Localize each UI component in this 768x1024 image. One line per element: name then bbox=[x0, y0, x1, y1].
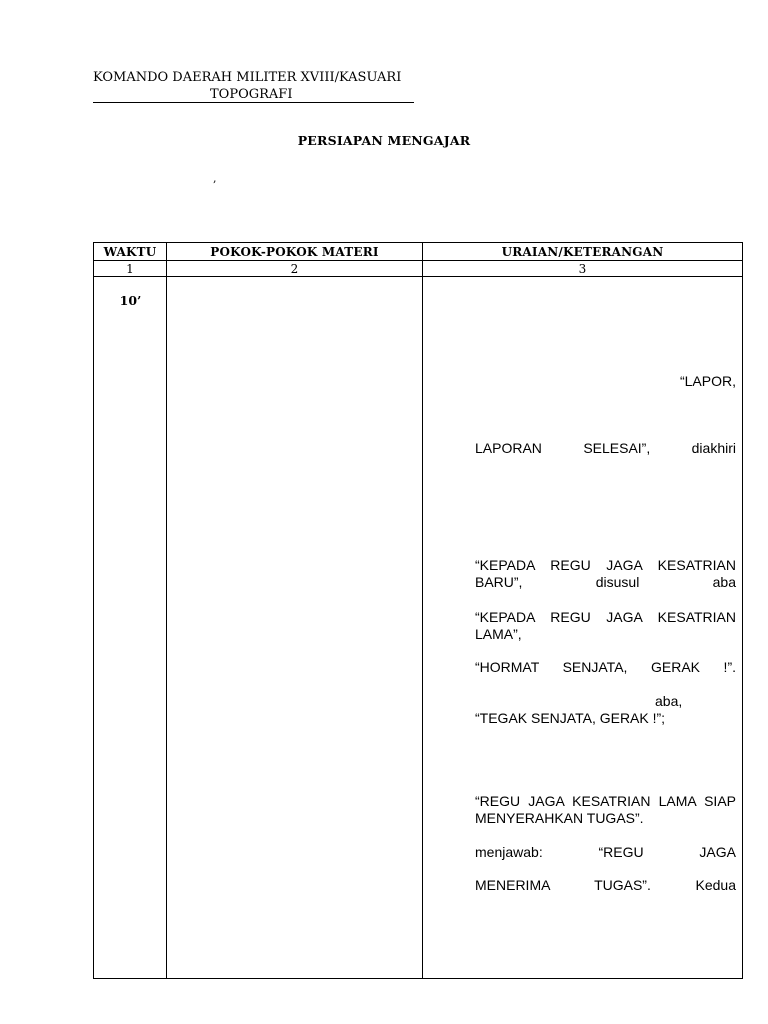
column-number-3: 3 bbox=[423, 261, 743, 277]
uraian-fragment: “REGU JAGA KESATRIAN LAMA SIAP MENYERAHKAN TUGAS”. bbox=[475, 793, 736, 826]
uraian-fragment: “HORMAT SENJATA, GERAK !”. bbox=[475, 659, 736, 675]
lesson-plan-table bbox=[93, 242, 743, 979]
pokok-materi-cell bbox=[167, 277, 423, 979]
stray-mark: , bbox=[213, 172, 217, 185]
column-header-pokok-materi: POKOK-POKOK MATERI bbox=[167, 243, 423, 261]
uraian-fragment: “LAPOR, bbox=[679, 373, 736, 389]
column-header-waktu: WAKTU bbox=[94, 243, 167, 261]
table-body-row bbox=[94, 277, 743, 979]
uraian-fragment: LAPORAN SELESAI”, diakhiri bbox=[475, 440, 736, 456]
header-underline bbox=[93, 102, 414, 103]
table-header-row bbox=[94, 243, 743, 261]
uraian-fragment: menjawab: “REGU JAGA bbox=[475, 844, 736, 860]
column-number-2: 2 bbox=[167, 261, 423, 277]
column-number-1: 1 bbox=[94, 261, 167, 277]
column-number-row bbox=[94, 261, 743, 277]
uraian-cell bbox=[423, 277, 743, 979]
organization-header: KOMANDO DAERAH MILITER XVIII/KASUARI bbox=[93, 70, 402, 85]
waktu-value: 10’ bbox=[119, 293, 142, 308]
uraian-fragment: “KEPADA REGU JAGA KESATRIAN LAMA”, bbox=[475, 609, 736, 642]
uraian-fragment: “KEPADA REGU JAGA KESATRIAN BARU”, disusul aba bbox=[475, 557, 736, 590]
column-header-uraian: URAIAN/KETERANGAN bbox=[423, 243, 743, 261]
document-title: PERSIAPAN MENGAJAR bbox=[297, 133, 471, 148]
uraian-fragment: aba, “TEGAK SENJATA, GERAK !”; bbox=[475, 693, 683, 726]
unit-header: TOPOGRAFI bbox=[210, 87, 293, 102]
waktu-cell bbox=[94, 277, 167, 979]
uraian-fragment: MENERIMA TUGAS”. Kedua bbox=[475, 877, 736, 893]
